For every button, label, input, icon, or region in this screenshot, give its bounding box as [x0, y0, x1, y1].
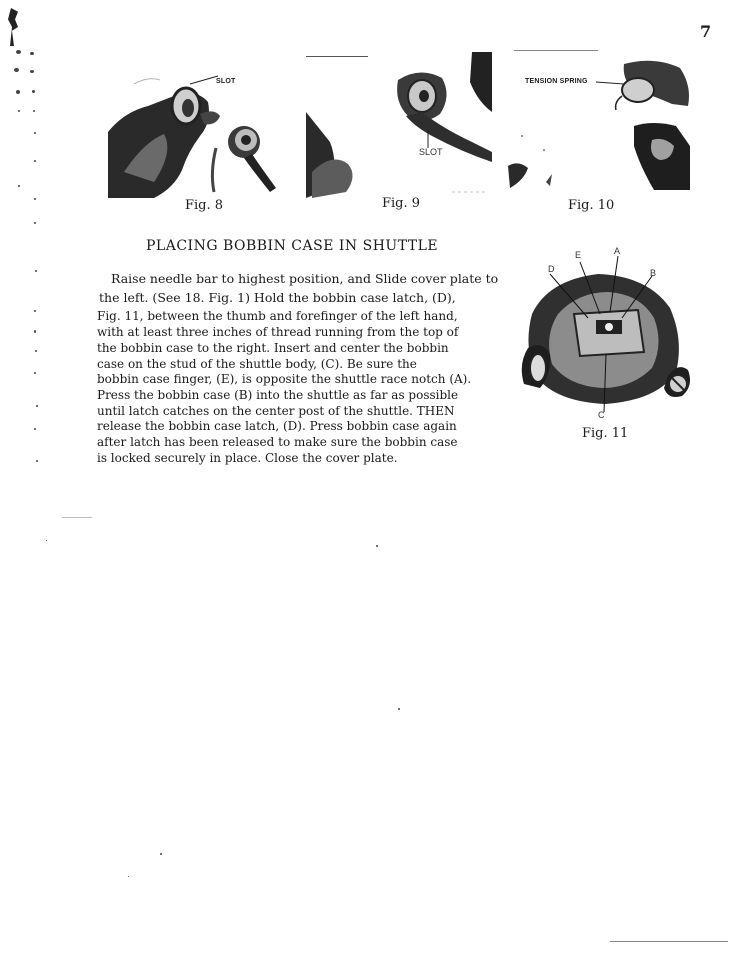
paragraph-line: with at least three inches of thread running from the top of	[97, 325, 459, 339]
paragraph-line: the bobbin case to the right. Insert and center the bobbin	[97, 341, 449, 355]
paragraph-line: case on the stud of the shuttle body, (C). Be sure the	[97, 357, 417, 371]
section-heading: PLACING BOBBIN CASE IN SHUTTLE	[146, 238, 439, 254]
fig11-label-e: E	[575, 250, 582, 260]
paragraph-line: until latch catches on the center post of the shuttle. THEN	[97, 404, 455, 418]
page-number: 7	[700, 22, 712, 41]
fig11-label-a: A	[614, 246, 621, 256]
fig9-caption: Fig. 9	[382, 196, 421, 211]
paragraph-line: Fig. 11, between the thumb and forefinger of the left hand,	[97, 309, 458, 323]
scan-faint-mark	[62, 517, 92, 518]
fig8-slot-callout: SLOT	[216, 78, 236, 85]
paragraph-line: bobbin case finger, (E), is opposite the shuttle race notch (A).	[97, 372, 472, 386]
paragraph-line: is locked securely in place. Close the cover plate.	[97, 451, 398, 465]
fig10-caption: Fig. 10	[568, 198, 615, 213]
fig8-caption: Fig. 8	[185, 198, 224, 213]
paragraph-line: Raise needle bar to highest position, and Slide cover plate to	[111, 271, 499, 286]
bottom-edge-rule	[610, 941, 728, 942]
paragraph-line: Press the bobbin case (B) into the shuttle as far as possible	[97, 388, 459, 402]
fig11-label-b: B	[650, 268, 657, 278]
fig11-label-c: C	[598, 410, 605, 420]
fig11-caption: Fig. 11	[582, 426, 629, 441]
paragraph-line: after latch has been released to make sure the bobbin case	[97, 435, 458, 449]
paragraph-line: release the bobbin case latch, (D). Press bobbin case again	[97, 419, 457, 433]
fig9-slot-callout: SLOT	[419, 147, 443, 157]
paragraph-line: the left. (See 18. Fig. 1) Hold the bobbin case latch, (D),	[99, 290, 456, 305]
fig11-label-d: D	[548, 264, 555, 274]
fig10-tension-spring-callout: TENSION SPRING	[525, 78, 588, 85]
